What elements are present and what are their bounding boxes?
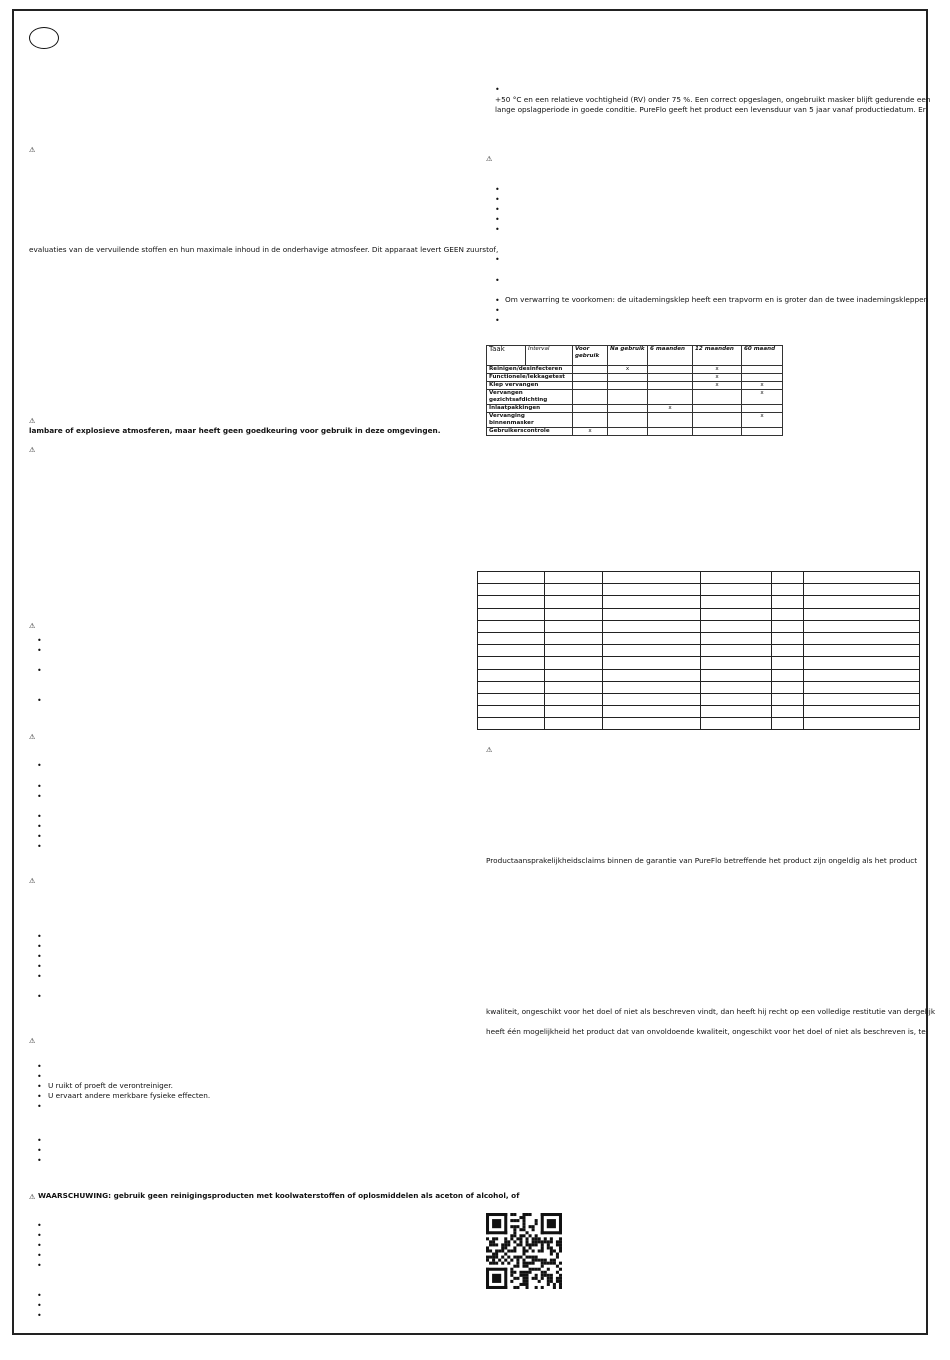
interval-mark-cell (648, 366, 693, 374)
table-cell (478, 657, 545, 669)
table-cell (478, 669, 545, 681)
warning-triangle-icon: ⚠ (486, 155, 493, 163)
bullet-icon: • (37, 1301, 42, 1310)
table-cell (603, 596, 701, 608)
table-cell (478, 596, 545, 608)
header-cell: Interval (526, 346, 573, 366)
interval-mark-cell (573, 366, 608, 374)
table-cell (772, 706, 804, 718)
table-cell (603, 706, 701, 718)
interval-mark-cell (608, 405, 648, 413)
bullet-icon: • (37, 962, 42, 971)
interval-mark-cell (693, 413, 742, 428)
bullet-icon: • (37, 1092, 42, 1101)
table-cell (545, 718, 603, 730)
table-cell (772, 572, 804, 584)
table-row (478, 584, 920, 596)
interval-mark-cell: x (742, 413, 783, 428)
table-cell (804, 681, 920, 693)
bullet-icon: • (37, 1102, 42, 1111)
interval-mark-cell (608, 413, 648, 428)
bullet-icon: • (37, 1311, 42, 1320)
warning-triangle-icon: ⚠ (29, 877, 36, 885)
table-cell (478, 718, 545, 730)
table-cell (701, 681, 772, 693)
table-cell (603, 645, 701, 657)
language-oval-icon (29, 27, 59, 49)
interval-mark-cell (693, 405, 742, 413)
table-cell (701, 669, 772, 681)
warning-triangle-icon: ⚠ (29, 1037, 36, 1045)
table-row (478, 608, 920, 620)
task-cell: Gebruikerscontrole (487, 428, 573, 436)
interval-mark-cell (742, 366, 783, 374)
table-cell (804, 669, 920, 681)
interval-mark-cell (742, 428, 783, 436)
table-cell (701, 620, 772, 632)
bullet-icon: • (495, 316, 500, 325)
table-row (487, 390, 783, 405)
interval-mark-cell (608, 390, 648, 405)
table-row (487, 382, 783, 390)
interval-mark-cell (608, 382, 648, 390)
bullet-icon: • (37, 646, 42, 655)
table-cell (701, 645, 772, 657)
interval-mark-cell (608, 428, 648, 436)
bullet-icon: • (495, 225, 500, 234)
interval-mark-cell: x (608, 366, 648, 374)
table-cell (545, 608, 603, 620)
bullet-icon: • (37, 666, 42, 675)
table-cell (772, 681, 804, 693)
table-cell (603, 608, 701, 620)
bullet-icon: • (495, 255, 500, 264)
table-cell (804, 632, 920, 644)
table-row (478, 681, 920, 693)
table-row (478, 706, 920, 718)
table-cell (478, 645, 545, 657)
bullet-icon: • (495, 306, 500, 315)
warning-triangle-icon: ⚠ (29, 446, 36, 454)
table-cell (701, 718, 772, 730)
bullet-icon: • (37, 1241, 42, 1250)
table-cell (772, 632, 804, 644)
interval-mark-cell: x (742, 382, 783, 390)
header-cell: Taak (487, 346, 526, 366)
blank-grid-table (477, 571, 920, 730)
bullet-icon: • (37, 1251, 42, 1260)
table-cell (478, 632, 545, 644)
table-row (487, 405, 783, 413)
table-cell (772, 669, 804, 681)
table-row (487, 366, 783, 374)
table-cell (804, 645, 920, 657)
table-cell (772, 620, 804, 632)
bullet-icon: • (37, 832, 42, 841)
bullet-icon: • (495, 215, 500, 224)
task-cell: Klep vervangen (487, 382, 573, 390)
table-cell (478, 706, 545, 718)
warning-triangle-icon: ⚠ (29, 146, 36, 154)
bullet-icon: • (37, 1072, 42, 1081)
table-cell (545, 645, 603, 657)
table-cell (701, 584, 772, 596)
interval-mark-cell (648, 413, 693, 428)
table-cell (545, 620, 603, 632)
table-cell (701, 608, 772, 620)
interval-mark-cell (573, 390, 608, 405)
header-cell: 60 maand (742, 346, 783, 366)
bullet-icon: • (37, 992, 42, 1001)
interval-mark-cell: x (742, 390, 783, 405)
bullet-icon: • (495, 296, 500, 305)
interval-mark-cell (573, 374, 608, 382)
bullet-icon: • (495, 276, 500, 285)
table-cell (603, 632, 701, 644)
table-row (478, 596, 920, 608)
table-row (478, 718, 920, 730)
table-cell (478, 693, 545, 705)
bullet-icon: • (495, 195, 500, 204)
interval-mark-cell: x (693, 382, 742, 390)
bullet-icon: • (37, 1291, 42, 1300)
table-cell (603, 718, 701, 730)
bullet-icon: • (37, 942, 42, 951)
storage-line-1: +50 °C en een relatieve vochtigheid (RV) onder 75 %. Een correct opgeslagen, ongebruikt masker blijft gedurende een (495, 95, 931, 104)
bullet-ruikt: U ruikt of proeft de verontreiniger. (48, 1081, 173, 1090)
table-cell (545, 584, 603, 596)
interval-mark-cell (648, 382, 693, 390)
para-claims: Productaansprakelijkheidsclaims binnen de garantie van PureFlo betreffende het product zijn ongeldig als het product (486, 856, 918, 865)
table-row (478, 693, 920, 705)
table-cell (701, 632, 772, 644)
bullet-icon: • (37, 1156, 42, 1165)
warning-triangle-icon: ⚠ (29, 733, 36, 741)
bullet-icon: • (37, 792, 42, 801)
warning-triangle-icon: ⚠ (29, 417, 36, 425)
bullet-icon: • (37, 972, 42, 981)
table-cell (701, 693, 772, 705)
interval-mark-cell (573, 382, 608, 390)
interval-mark-cell (573, 405, 608, 413)
table-row (478, 645, 920, 657)
table-cell (804, 608, 920, 620)
table-cell (701, 706, 772, 718)
table-row (478, 572, 920, 584)
table-cell (545, 572, 603, 584)
para-kwaliteit: kwaliteit, ongeschikt voor het doel of niet als beschreven vindt, dan heeft hij recht op een volledige restitutie van dergelijk (486, 1007, 936, 1016)
para-mogelijkheid: heeft één mogelijkheid het product dat van onvoldoende kwaliteit, ongeschikt voor het doel of niet als beschreven is, te (486, 1027, 926, 1036)
table-row (478, 657, 920, 669)
bullet-icon: • (37, 636, 42, 645)
table-row (487, 374, 783, 382)
interval-mark-cell (648, 374, 693, 382)
table-cell (772, 645, 804, 657)
table-cell (545, 596, 603, 608)
warning-triangle-icon: ⚠ (29, 622, 36, 630)
bullet-icon: • (37, 932, 42, 941)
qr-code-icon[interactable] (486, 1213, 562, 1289)
bullet-icon: • (495, 205, 500, 214)
table-cell (772, 718, 804, 730)
header-cell: 12 maanden (693, 346, 742, 366)
interval-mark-cell: x (648, 405, 693, 413)
table-cell (478, 608, 545, 620)
table-header-row (487, 346, 783, 366)
table-cell (478, 620, 545, 632)
warning-reiniging: WAARSCHUWING: gebruik geen reinigingsproducten met koolwaterstoffen of oplosmiddelen als aceton of alcohol, of (38, 1191, 520, 1200)
bullet-icon: • (495, 185, 500, 194)
table-cell (545, 657, 603, 669)
table-cell (603, 681, 701, 693)
table-cell (804, 718, 920, 730)
bullet-icon: • (37, 842, 42, 851)
table-cell (804, 584, 920, 596)
interval-mark-cell (648, 390, 693, 405)
warning-triangle-icon: ⚠ (29, 1193, 36, 1201)
interval-mark-cell (608, 374, 648, 382)
table-cell (772, 657, 804, 669)
table-cell (804, 706, 920, 718)
table-cell (701, 596, 772, 608)
bullet-icon: • (37, 1221, 42, 1230)
table-cell (804, 620, 920, 632)
interval-mark-cell: x (693, 374, 742, 382)
table-cell (545, 681, 603, 693)
interval-mark-cell (693, 390, 742, 405)
header-cell: 6 maanden (648, 346, 693, 366)
table-cell (478, 584, 545, 596)
bullet-icon: • (37, 812, 42, 821)
table-cell (804, 657, 920, 669)
table-cell (478, 572, 545, 584)
table-cell (603, 584, 701, 596)
header-cell: Na gebruik (608, 346, 648, 366)
table-cell (478, 681, 545, 693)
bullet-verwarring: Om verwarring te voorkomen: de uitademingsklep heeft een trapvorm en is groter dan de twee inademingskleppen (505, 295, 929, 304)
bullet-icon: • (37, 782, 42, 791)
bullet-icon: • (37, 761, 42, 770)
table-row (478, 620, 920, 632)
bullet-icon: • (37, 1062, 42, 1071)
task-cell: Functionele/lekkagetest (487, 374, 573, 382)
table-cell (545, 669, 603, 681)
table-cell (804, 572, 920, 584)
table-cell (545, 693, 603, 705)
maintenance-table (486, 345, 783, 436)
bullet-icon: • (37, 696, 42, 705)
interval-mark-cell (693, 428, 742, 436)
table-cell (772, 608, 804, 620)
table-cell (804, 693, 920, 705)
table-row (478, 669, 920, 681)
para-explosief: lambare of explosieve atmosferen, maar heeft geen goedkeuring voor gebruik in deze omgevingen. (29, 426, 441, 435)
bullet-icon: • (37, 1146, 42, 1155)
interval-mark-cell (648, 428, 693, 436)
bullet-icon: • (37, 1082, 42, 1091)
task-cell: Vervanging binnenmasker (487, 413, 573, 428)
interval-mark-cell (742, 374, 783, 382)
bullet-icon: • (37, 822, 42, 831)
bullet-icon: • (37, 1136, 42, 1145)
interval-mark-cell: x (573, 428, 608, 436)
task-cell: Vervangen gezichtsafdichting (487, 390, 573, 405)
bullet-icon: • (37, 1231, 42, 1240)
table-cell (603, 572, 701, 584)
table-row (478, 632, 920, 644)
interval-mark-cell (742, 405, 783, 413)
task-cell: Reinigen/desinfecteren (487, 366, 573, 374)
bullet-icon: • (37, 952, 42, 961)
para-evaluaties: evaluaties van de vervuilende stoffen en hun maximale inhoud in de onderhavige atmosfeer. Dit apparaat levert GEEN zuurstof, (29, 245, 499, 254)
table-cell (603, 657, 701, 669)
table-row (487, 428, 783, 436)
table-cell (701, 657, 772, 669)
table-cell (772, 693, 804, 705)
task-cell: Inlaatpakkingen (487, 405, 573, 413)
table-cell (804, 596, 920, 608)
table-cell (603, 693, 701, 705)
interval-mark-cell: x (693, 366, 742, 374)
warning-triangle-icon: ⚠ (486, 746, 493, 754)
table-cell (772, 596, 804, 608)
storage-line-2: lange opslagperiode in goede conditie. PureFlo geeft het product een levensduur van 5 jaar vanaf productiedatum. Er (495, 105, 926, 114)
table-cell (545, 706, 603, 718)
table-cell (603, 620, 701, 632)
bullet-icon: • (495, 85, 500, 94)
table-row (487, 413, 783, 428)
table-cell (603, 669, 701, 681)
bullet-effecten: U ervaart andere merkbare fysieke effecten. (48, 1091, 211, 1100)
header-cell: Voor gebruik (573, 346, 608, 366)
table-cell (772, 584, 804, 596)
interval-mark-cell (573, 413, 608, 428)
table-cell (545, 632, 603, 644)
bullet-icon: • (37, 1261, 42, 1270)
table-cell (701, 572, 772, 584)
